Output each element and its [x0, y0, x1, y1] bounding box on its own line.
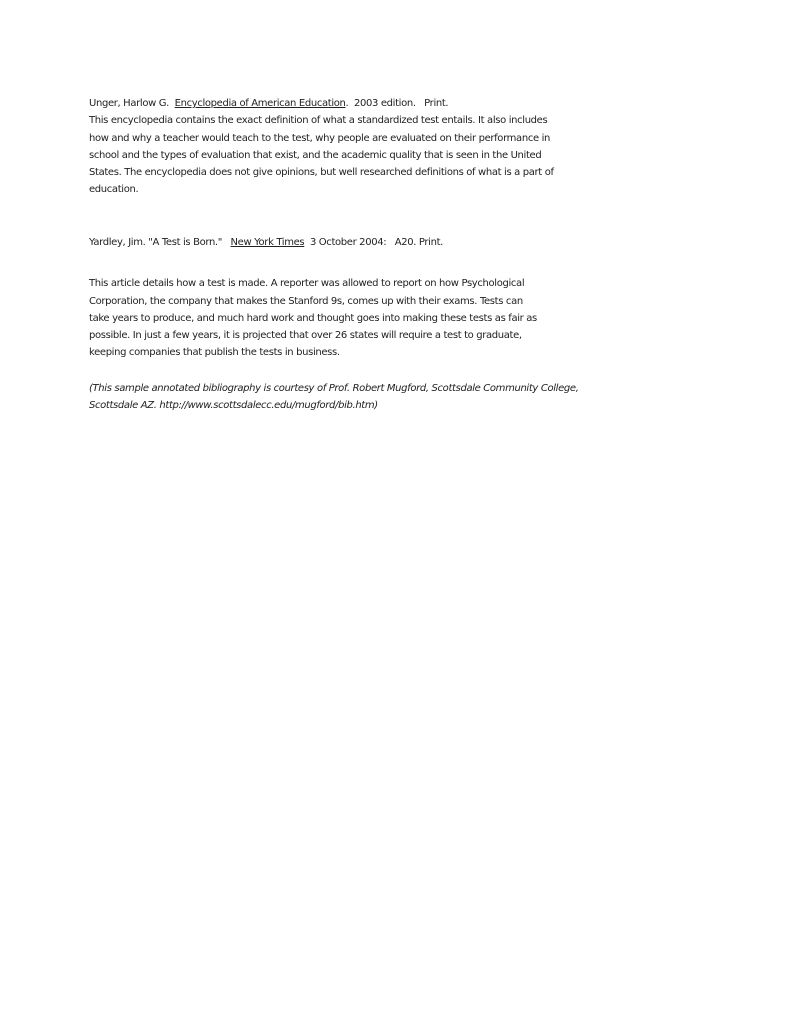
annotation-line: States. The encyclopedia does not give opinions, but well researched definitions of what is a part of [89, 167, 554, 179]
annotation-line: Corporation, the company that makes the Stanford 9s, comes up with their exams. Tests can [89, 295, 523, 307]
bibliography-entry-yardley [89, 234, 709, 362]
footnote-line: (This sample annotated bibliography is courtesy of Prof. Robert Mugford, Scottsdale Community College, [89, 383, 579, 394]
citation-title: Encyclopedia of American Education [174, 98, 346, 109]
annotation-line: education. [89, 184, 139, 196]
citation-details: 3 October 2004: A20. Print. [304, 237, 443, 248]
annotation-line: take years to produce, and much hard work and thought goes into making these tests as fair as [89, 312, 537, 324]
citation [89, 234, 709, 251]
annotation-line: how and why a teacher would teach to the test, why people are evaluated on their performance in [89, 132, 551, 144]
citation-title: New York Times [230, 237, 305, 248]
annotation-line: possible. In just a few years, it is projected that over 26 states will require a test to graduate, [89, 330, 522, 342]
annotation-line: This article details how a test is made. A reporter was allowed to report on how Psychological [89, 278, 525, 290]
courtesy-footnote [89, 380, 709, 415]
annotation-line: school and the types of evaluation that exist, and the academic quality that is seen in the United [89, 149, 542, 161]
citation-author: Yardley, Jim. "A Test is Born." [89, 237, 223, 248]
bibliography-entry-unger [89, 95, 709, 199]
citation [89, 95, 709, 112]
citation-author: Unger, Harlow G. [89, 98, 169, 109]
annotation-line: This encyclopedia contains the exact definition of what a standardized test entails. It also includes [89, 115, 548, 127]
annotation-line: keeping companies that publish the tests in business. [89, 347, 340, 359]
citation-details: . 2003 edition. Print. [345, 98, 449, 109]
footnote-line: Scottsdale AZ. http://www.scottsdalecc.edu/mugford/bib.htm) [89, 400, 378, 412]
